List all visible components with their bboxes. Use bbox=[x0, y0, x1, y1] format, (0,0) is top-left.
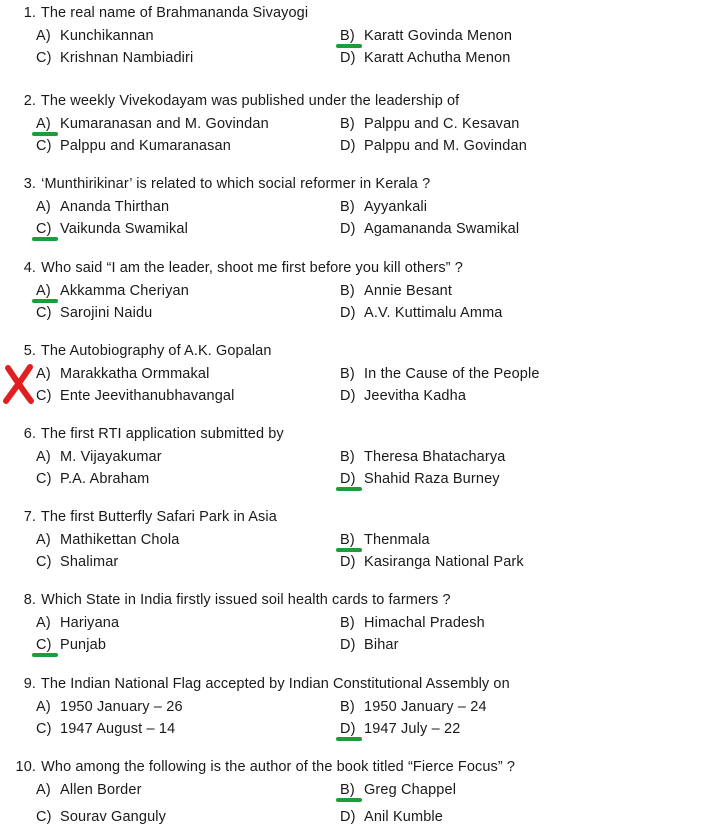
option-a[interactable] bbox=[36, 28, 154, 44]
option-text: Hariyana bbox=[60, 615, 120, 631]
answer-underline-mark bbox=[336, 737, 362, 741]
option-text: Ananda Thirthan bbox=[60, 199, 170, 215]
answer-underline-mark bbox=[32, 653, 58, 657]
option-c[interactable] bbox=[36, 637, 106, 653]
option-b[interactable] bbox=[340, 615, 485, 631]
question-text bbox=[0, 176, 430, 192]
question-text bbox=[0, 5, 308, 21]
option-text: Ayyankali bbox=[364, 199, 428, 215]
option-letter: B) bbox=[340, 283, 355, 299]
question-text bbox=[0, 592, 451, 608]
option-letter: D) bbox=[340, 388, 356, 404]
question-prompt: ‘Munthirikinar’ is related to which social reformer in Kerala ? bbox=[41, 176, 431, 192]
option-text: P.A. Abraham bbox=[60, 471, 150, 487]
option-letter: D) bbox=[340, 50, 356, 66]
option-text: Kumaranasan and M. Govindan bbox=[60, 116, 269, 132]
option-text: Anil Kumble bbox=[364, 809, 444, 825]
question-prompt: The first RTI application submitted by bbox=[40, 426, 284, 442]
option-text: Kasiranga National Park bbox=[364, 554, 524, 570]
option-c[interactable] bbox=[36, 554, 118, 570]
question-prompt: Who said “I am the leader, shoot me first before you kill others” ? bbox=[41, 260, 463, 276]
question-number: 6. bbox=[23, 426, 36, 442]
option-text: In the Cause of the People bbox=[364, 366, 540, 382]
option-b[interactable] bbox=[340, 116, 520, 132]
option-text: Jeevitha Kadha bbox=[364, 388, 467, 404]
option-letter: A) bbox=[36, 782, 51, 798]
option-letter: C) bbox=[36, 721, 52, 737]
option-letter: B) bbox=[340, 116, 355, 132]
option-text: Krishnan Nambiadiri bbox=[60, 50, 194, 66]
option-a[interactable] bbox=[36, 615, 119, 631]
option-d[interactable] bbox=[340, 637, 399, 653]
option-text: Sourav Ganguly bbox=[60, 809, 167, 825]
option-letter: B) bbox=[340, 699, 355, 715]
option-c[interactable] bbox=[36, 809, 166, 825]
answer-underline-mark bbox=[32, 299, 58, 303]
option-text: Annie Besant bbox=[364, 283, 453, 299]
option-text: 1950 January – 24 bbox=[364, 699, 487, 715]
option-text: Kunchikannan bbox=[60, 28, 154, 44]
option-letter: C) bbox=[36, 305, 52, 321]
option-text: 1947 July – 22 bbox=[364, 721, 461, 737]
question-number: 10. bbox=[15, 759, 36, 775]
option-d[interactable] bbox=[340, 138, 527, 154]
option-text: Karatt Govinda Menon bbox=[364, 28, 513, 44]
option-letter: C) bbox=[36, 554, 52, 570]
answer-underline-mark bbox=[336, 548, 362, 552]
option-b[interactable] bbox=[340, 782, 456, 798]
question-number: 7. bbox=[23, 509, 36, 525]
question-number: 8. bbox=[23, 592, 36, 608]
option-text: 1947 August – 14 bbox=[60, 721, 176, 737]
option-letter: B) bbox=[340, 28, 355, 44]
option-letter: D) bbox=[340, 721, 356, 737]
question-number: 4. bbox=[23, 260, 36, 276]
option-text: Thenmala bbox=[364, 532, 430, 548]
option-text: Shahid Raza Burney bbox=[364, 471, 500, 487]
option-letter: D) bbox=[340, 138, 356, 154]
answer-underline-mark bbox=[32, 237, 58, 241]
option-c[interactable] bbox=[36, 721, 175, 737]
question-prompt: The real name of Brahmananda Sivayogi bbox=[40, 5, 309, 21]
question-text bbox=[0, 676, 510, 692]
question-prompt: The Autobiography of A.K. Gopalan bbox=[40, 343, 272, 359]
question-number: 3. bbox=[23, 176, 36, 192]
question-text bbox=[0, 260, 463, 276]
option-c[interactable] bbox=[36, 50, 193, 66]
question-prompt: Who among the following is the author of the book titled “Fierce Focus” ? bbox=[41, 759, 516, 775]
option-c[interactable] bbox=[36, 388, 235, 404]
option-text: Greg Chappel bbox=[364, 782, 457, 798]
option-text: Palppu and Kumaranasan bbox=[60, 138, 231, 154]
option-text: Punjab bbox=[60, 637, 107, 653]
option-c[interactable] bbox=[36, 138, 231, 154]
option-c[interactable] bbox=[36, 471, 149, 487]
option-b[interactable] bbox=[340, 199, 427, 215]
question-prompt: The weekly Vivekodayam was published under the leadership of bbox=[40, 93, 460, 109]
answer-underline-mark bbox=[336, 487, 362, 491]
option-b[interactable] bbox=[340, 28, 512, 44]
option-text: M. Vijayakumar bbox=[60, 449, 162, 465]
option-d[interactable] bbox=[340, 305, 503, 321]
option-letter: B) bbox=[340, 449, 355, 465]
option-text: 1950 January – 26 bbox=[60, 699, 183, 715]
option-letter: A) bbox=[36, 532, 51, 548]
option-letter: D) bbox=[340, 637, 356, 653]
option-b[interactable] bbox=[340, 283, 452, 299]
option-letter: A) bbox=[36, 449, 51, 465]
option-letter: D) bbox=[340, 471, 356, 487]
option-letter: C) bbox=[36, 471, 52, 487]
option-b[interactable] bbox=[340, 366, 540, 382]
answer-underline-mark bbox=[336, 44, 362, 48]
question-prompt: The Indian National Flag accepted by Indian Constitutional Assembly on bbox=[40, 676, 510, 692]
option-letter: D) bbox=[340, 809, 356, 825]
question-number: 1. bbox=[23, 5, 36, 21]
question-number: 5. bbox=[23, 343, 36, 359]
option-letter: A) bbox=[36, 199, 51, 215]
option-d[interactable] bbox=[340, 554, 524, 570]
option-letter: A) bbox=[36, 283, 51, 299]
option-text: A.V. Kuttimalu Amma bbox=[364, 305, 503, 321]
option-a[interactable] bbox=[36, 699, 183, 715]
option-a[interactable] bbox=[36, 782, 142, 798]
question-prompt: The first Butterfly Safari Park in Asia bbox=[40, 509, 277, 525]
option-text: Bihar bbox=[364, 637, 399, 653]
option-letter: C) bbox=[36, 138, 52, 154]
question-text bbox=[0, 509, 277, 525]
option-letter: B) bbox=[340, 615, 355, 631]
option-b[interactable] bbox=[340, 449, 506, 465]
option-letter: B) bbox=[340, 782, 355, 798]
option-text: Mathikettan Chola bbox=[60, 532, 180, 548]
option-letter: D) bbox=[340, 554, 356, 570]
option-text: Palppu and C. Kesavan bbox=[364, 116, 520, 132]
question-number: 9. bbox=[23, 676, 36, 692]
option-text: Shalimar bbox=[60, 554, 119, 570]
question-text bbox=[0, 343, 272, 359]
question-text bbox=[0, 426, 284, 442]
option-letter: A) bbox=[36, 615, 51, 631]
option-c[interactable] bbox=[36, 221, 188, 237]
option-letter: B) bbox=[340, 199, 355, 215]
option-letter: B) bbox=[340, 366, 355, 382]
option-letter: A) bbox=[36, 28, 51, 44]
question-number: 2. bbox=[23, 93, 36, 109]
question-text bbox=[0, 93, 459, 109]
option-a[interactable] bbox=[36, 449, 162, 465]
option-letter: B) bbox=[340, 532, 355, 548]
option-c[interactable] bbox=[36, 305, 152, 321]
option-letter: D) bbox=[340, 221, 356, 237]
option-d[interactable] bbox=[340, 50, 511, 66]
option-d[interactable] bbox=[340, 721, 460, 737]
option-letter: A) bbox=[36, 699, 51, 715]
option-text: Palppu and M. Govindan bbox=[364, 138, 527, 154]
option-a[interactable] bbox=[36, 366, 210, 382]
option-a[interactable] bbox=[36, 283, 189, 299]
option-b[interactable] bbox=[340, 532, 430, 548]
option-letter: C) bbox=[36, 221, 52, 237]
cross-mark-icon bbox=[2, 363, 36, 405]
option-text: Karatt Achutha Menon bbox=[364, 50, 511, 66]
option-a[interactable] bbox=[36, 199, 169, 215]
option-text: Agamananda Swamikal bbox=[364, 221, 520, 237]
option-b[interactable] bbox=[340, 699, 487, 715]
option-letter: C) bbox=[36, 637, 52, 653]
option-letter: A) bbox=[36, 116, 51, 132]
option-text: Theresa Bhatacharya bbox=[364, 449, 506, 465]
option-text: Himachal Pradesh bbox=[364, 615, 485, 631]
option-letter: C) bbox=[36, 809, 52, 825]
answer-underline-mark bbox=[336, 798, 362, 802]
option-text: Marakkatha Ormmakal bbox=[60, 366, 210, 382]
option-text: Allen Border bbox=[60, 782, 142, 798]
option-a[interactable] bbox=[36, 116, 269, 132]
option-text: Sarojini Naidu bbox=[60, 305, 153, 321]
question-text bbox=[0, 759, 515, 775]
option-d[interactable] bbox=[340, 388, 466, 404]
option-a[interactable] bbox=[36, 532, 179, 548]
question-prompt: Which State in India firstly issued soil health cards to farmers ? bbox=[41, 592, 451, 608]
option-letter: A) bbox=[36, 366, 51, 382]
option-text: Vaikunda Swamikal bbox=[60, 221, 189, 237]
option-letter: C) bbox=[36, 50, 52, 66]
option-d[interactable] bbox=[340, 809, 443, 825]
option-letter: D) bbox=[340, 305, 356, 321]
option-text: Akkamma Cheriyan bbox=[60, 283, 189, 299]
option-letter: C) bbox=[36, 388, 52, 404]
answer-underline-mark bbox=[32, 132, 58, 136]
option-d[interactable] bbox=[340, 221, 519, 237]
option-text: Ente Jeevithanubhavangal bbox=[60, 388, 235, 404]
option-d[interactable] bbox=[340, 471, 500, 487]
